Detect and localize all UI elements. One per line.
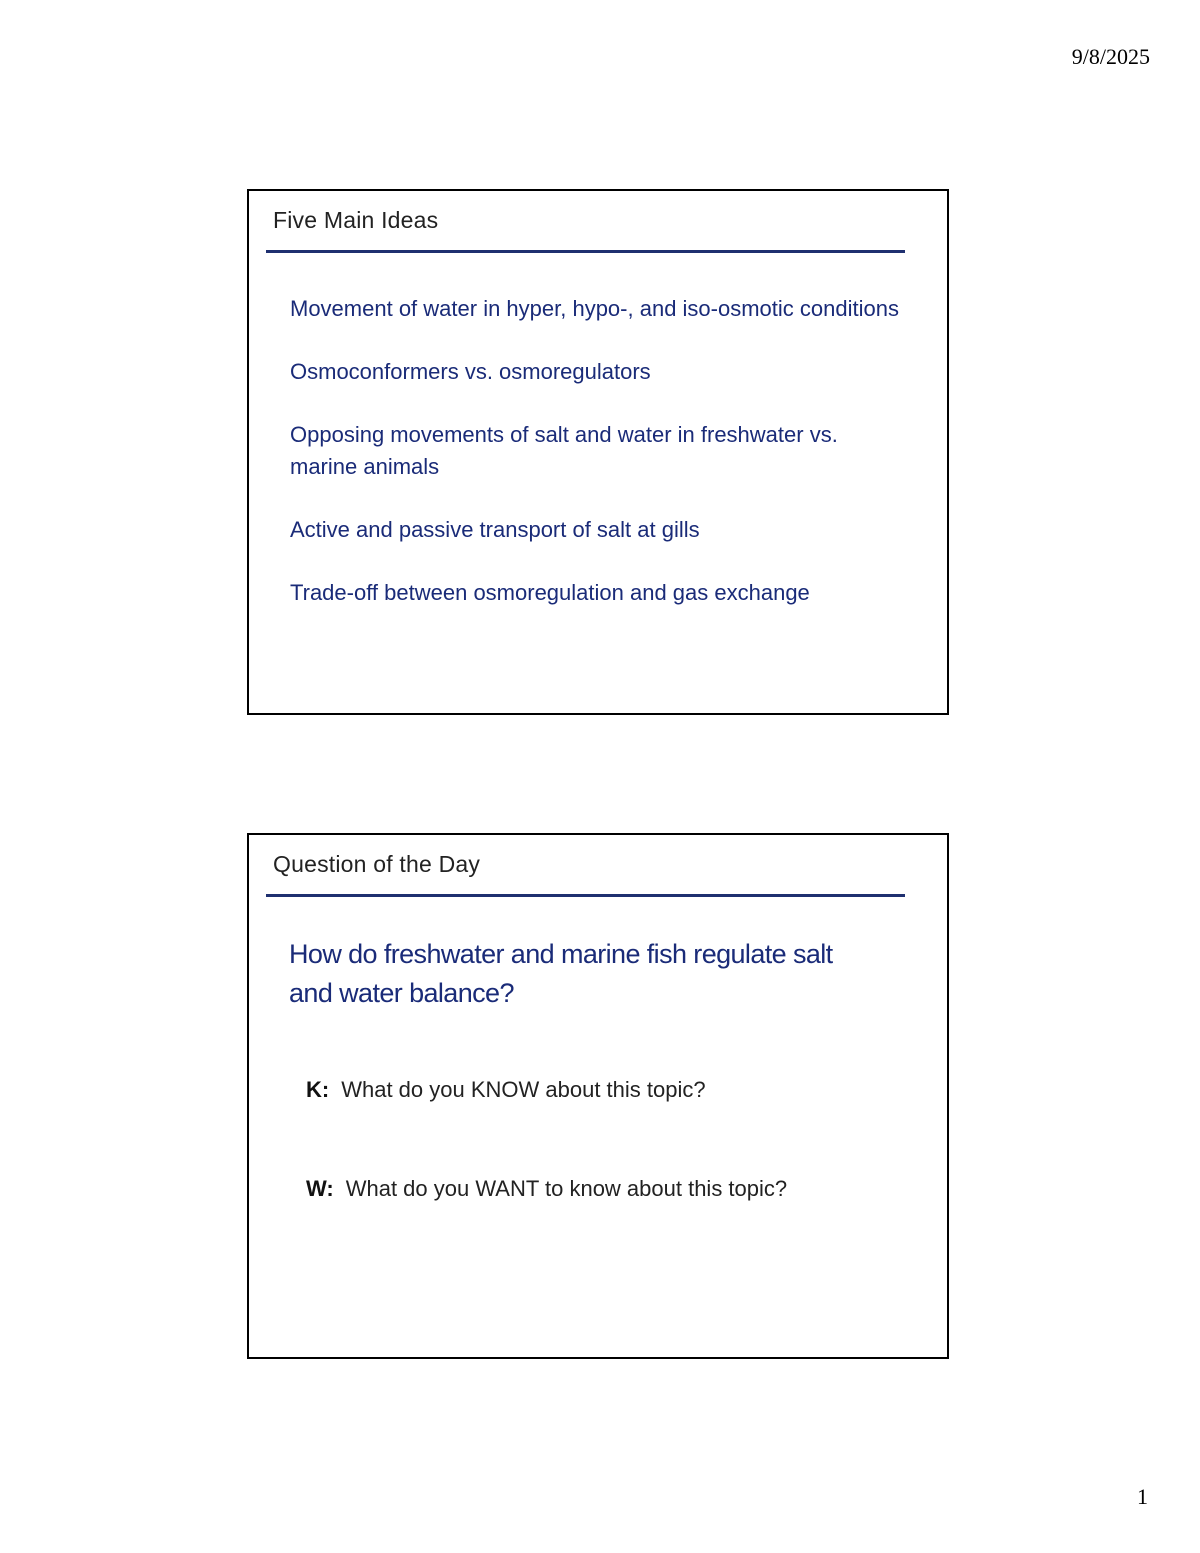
- know-prompt: [306, 1077, 706, 1103]
- want-label: W:: [306, 1176, 334, 1201]
- know-label: K:: [306, 1077, 330, 1102]
- main-ideas-list: [290, 293, 900, 640]
- want-prompt: [306, 1176, 787, 1202]
- list-item: Osmoconformers vs. osmoregulators: [290, 359, 651, 384]
- page-date: 9/8/2025: [1071, 44, 1150, 69]
- title-divider: [266, 250, 905, 253]
- slide-five-main-ideas: [247, 189, 949, 715]
- question-text: How do freshwater and marine fish regulate salt and water balance?: [289, 939, 833, 1008]
- page-number: 1: [1137, 1484, 1148, 1509]
- list-item: Active and passive transport of salt at gills: [290, 517, 700, 542]
- slide-title: Five Main Ideas: [273, 207, 439, 233]
- slide-title: Question of the Day: [273, 851, 481, 877]
- slide-question-of-the-day: [247, 833, 949, 1359]
- know-text: What do you KNOW about this topic?: [341, 1077, 706, 1102]
- list-item: Movement of water in hyper, hypo-, and iso-osmotic conditions: [290, 296, 899, 321]
- want-text: What do you WANT to know about this topic?: [345, 1176, 788, 1201]
- list-item: Opposing movements of salt and water in freshwater vs. marine animals: [290, 422, 838, 479]
- title-divider: [266, 894, 905, 897]
- list-item: Trade-off between osmoregulation and gas exchange: [290, 580, 810, 605]
